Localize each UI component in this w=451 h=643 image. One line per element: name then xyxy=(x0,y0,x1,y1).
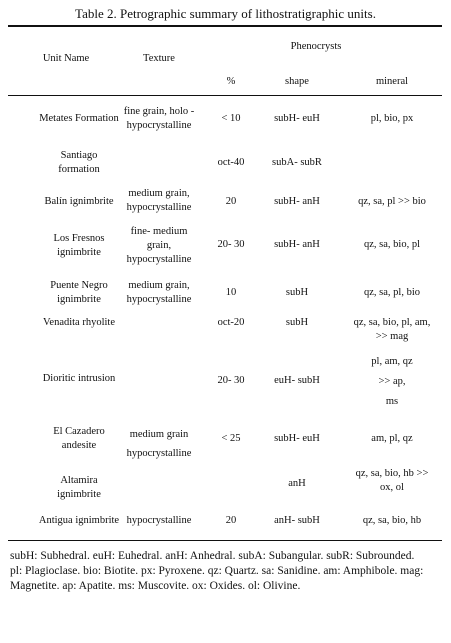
header-percent: % xyxy=(226,76,236,87)
cell-shape: subA- subR xyxy=(272,157,322,168)
cell-percent: < 25 xyxy=(221,433,241,444)
cell-unit: Venadita rhyolite xyxy=(42,317,116,328)
cell-shape: anH xyxy=(288,478,306,489)
cell-percent: 10 xyxy=(225,287,237,298)
header-shape: shape xyxy=(285,76,309,87)
cell-percent: 20 xyxy=(225,196,237,207)
cell-percent: oct-40 xyxy=(217,157,245,168)
cell-shape: euH- subH xyxy=(274,375,320,386)
note-shape-abbreviations: subH: Subhedral. euH: Euhedral. anH: Anhedral. subA: Subangular. subR: Subrounded. xyxy=(10,550,415,562)
cell-shape: subH xyxy=(285,287,309,298)
header-mineral: mineral xyxy=(375,76,409,87)
cell-unit: Los Fresnos ignimbrite xyxy=(53,233,105,258)
header-unit-name: Unit Name xyxy=(42,53,90,64)
cell-unit: Puente Negro ignimbrite xyxy=(50,280,108,305)
cell-unit: Antigua ignimbrite xyxy=(38,515,120,526)
cell-texture: hypocrystalline xyxy=(126,515,192,526)
cell-mineral: qz, sa, pl >> bio xyxy=(358,196,426,207)
cell-percent: < 10 xyxy=(221,113,241,124)
note-mineral-abbreviations: pl: Plagioclase. bio: Biotite. px: Pyroxene. qz: Quartz. sa: Sanidine. am: Amphibole. mag: Magnetite. ap: Apatite. ms: Muscovite. ox: Oxides. ol: Olivine. xyxy=(10,565,424,592)
top-rule xyxy=(8,25,442,27)
cell-mineral: qz, sa, bio, pl, am, >> mag xyxy=(353,317,431,342)
cell-unit: Santiago formation xyxy=(58,150,100,175)
cell-shape: subH- anH xyxy=(274,239,320,250)
cell-unit: Altamira ignimbrite xyxy=(57,475,101,500)
cell-texture: fine- medium grain, hypocrystalline xyxy=(126,226,192,265)
header-rule xyxy=(8,95,442,96)
cell-percent: 20- 30 xyxy=(217,375,245,386)
bottom-rule xyxy=(8,540,442,541)
cell-shape: subH xyxy=(285,317,309,328)
cell-unit: El Cazadero andesite xyxy=(53,426,105,451)
cell-shape: subH- anH xyxy=(274,196,320,207)
cell-shape: subH- euH xyxy=(274,113,320,124)
cell-mineral: pl, bio, px xyxy=(370,113,414,124)
cell-shape: subH- euH xyxy=(274,433,320,444)
cell-percent: 20 xyxy=(225,515,237,526)
header-phenocrysts: Phenocrysts xyxy=(290,41,342,52)
cell-unit: Balín ignimbrite xyxy=(44,196,114,207)
cell-percent: oct-20 xyxy=(217,317,245,328)
cell-mineral: pl, am, qz >> ap, ms xyxy=(371,356,413,407)
cell-percent: 20- 30 xyxy=(217,239,245,250)
cell-mineral: qz, sa, bio, hb xyxy=(362,515,422,526)
cell-shape: anH- subH xyxy=(274,515,320,526)
cell-texture: medium grain, hypocrystalline xyxy=(126,188,192,213)
cell-texture: medium grain, hypocrystalline xyxy=(126,280,192,305)
cell-unit: Dioritic intrusion xyxy=(42,373,116,384)
cell-texture: medium grain hypocrystalline xyxy=(126,429,192,459)
cell-unit: Metates Formation xyxy=(39,113,119,124)
cell-mineral: qz, sa, bio, pl xyxy=(364,239,420,250)
header-texture: Texture xyxy=(143,53,175,64)
cell-mineral: qz, sa, bio, hb >> ox, ol xyxy=(355,468,429,493)
cell-mineral: am, pl, qz xyxy=(371,433,413,444)
table-notes xyxy=(10,549,446,594)
cell-texture: fine grain, holo - hypocrystalline xyxy=(123,106,195,131)
cell-mineral: qz, sa, pl, bio xyxy=(364,287,420,298)
table-title: Table 2. Petrographic summary of lithostratigraphic units. xyxy=(75,6,376,21)
